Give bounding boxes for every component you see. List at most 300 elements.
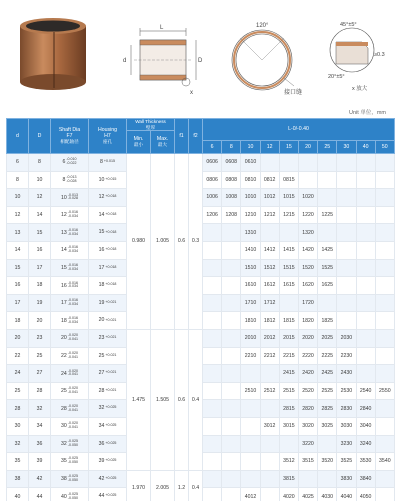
cell-D: 12	[29, 189, 51, 207]
cell-L	[337, 241, 356, 259]
cell-L	[356, 329, 375, 347]
cell-L	[222, 347, 241, 365]
cell-L	[356, 189, 375, 207]
cell-L	[241, 453, 260, 471]
header-D: D	[29, 119, 51, 154]
cell-shaft: 10 -0.013 -0.028	[51, 189, 89, 207]
cell-L: 0610	[241, 154, 260, 172]
cell-L	[203, 347, 222, 365]
cell-L	[203, 382, 222, 400]
cell-housing: 23 +0.021	[89, 329, 127, 347]
cell-L: 1612	[260, 277, 279, 295]
cell-L: 3530	[356, 453, 375, 471]
cell-min: 1.475	[127, 329, 151, 470]
header-d: d	[7, 119, 29, 154]
cell-L: 1212	[260, 206, 279, 224]
cell-D: 15	[29, 224, 51, 242]
cell-L: 4050	[356, 488, 375, 501]
cell-L: 1610	[241, 277, 260, 295]
header-L-col: 6	[203, 141, 222, 154]
cell-L: 1712	[260, 294, 279, 312]
cell-L	[222, 294, 241, 312]
cell-L: 2825	[318, 400, 337, 418]
cell-L: 2225	[318, 347, 337, 365]
cell-L	[375, 417, 394, 435]
cell-L: 1810	[241, 312, 260, 330]
cell-L	[356, 347, 375, 365]
cell-L: 1615	[279, 277, 298, 295]
cell-L: 1006	[203, 189, 222, 207]
cell-L	[222, 488, 241, 501]
cell-L	[375, 224, 394, 242]
cell-D: 36	[29, 435, 51, 453]
cell-L: 0606	[203, 154, 222, 172]
cell-L	[279, 154, 298, 172]
cell-L: 3830	[337, 470, 356, 488]
chamfer-dim-label: ≥0.3	[374, 52, 385, 58]
cell-shaft: 32 -0.025 -0.050	[51, 435, 89, 453]
cell-housing: 25 +0.021	[89, 347, 127, 365]
cell-L	[260, 400, 279, 418]
cell-L: 3020	[298, 417, 317, 435]
cell-L: 1206	[203, 206, 222, 224]
cell-shaft: 15 -0.016 -0.034	[51, 259, 89, 277]
cell-L: 3230	[337, 435, 356, 453]
cell-D: 14	[29, 206, 51, 224]
cell-L	[260, 453, 279, 471]
cell-L: 1008	[222, 189, 241, 207]
cell-L: 2030	[337, 329, 356, 347]
cell-L	[318, 294, 337, 312]
table-row	[7, 470, 395, 488]
cell-L	[318, 171, 337, 189]
cell-L	[279, 224, 298, 242]
cell-L: 3525	[337, 453, 356, 471]
cell-L	[356, 365, 375, 383]
cell-L: 3840	[356, 470, 375, 488]
cell-L	[203, 400, 222, 418]
cell-L	[375, 277, 394, 295]
cell-L	[260, 470, 279, 488]
cell-L: 1208	[222, 206, 241, 224]
cell-shaft: 30 -0.020 -0.041	[51, 417, 89, 435]
cell-L	[356, 224, 375, 242]
cell-L	[222, 435, 241, 453]
cell-L	[203, 294, 222, 312]
cell-L	[241, 365, 260, 383]
cell-L: 0812	[260, 171, 279, 189]
cell-L	[203, 277, 222, 295]
cell-L: 3015	[279, 417, 298, 435]
cell-L	[337, 259, 356, 277]
cell-housing: 14 +0.018	[89, 206, 127, 224]
cell-L	[241, 400, 260, 418]
cell-L: 4030	[318, 488, 337, 501]
cell-shaft: 25 -0.020 -0.041	[51, 382, 89, 400]
cell-d: 12	[7, 206, 29, 224]
cell-L	[356, 277, 375, 295]
cell-L: 2540	[356, 382, 375, 400]
cell-L	[318, 189, 337, 207]
cell-d: 13	[7, 224, 29, 242]
cell-housing: 36 +0.025	[89, 435, 127, 453]
cell-L	[260, 435, 279, 453]
cell-L: 1520	[298, 259, 317, 277]
cell-L: 2415	[279, 365, 298, 383]
cell-L: 1010	[241, 189, 260, 207]
label-D: D	[198, 58, 203, 64]
cell-d: 15	[7, 259, 29, 277]
cell-L: 3030	[337, 417, 356, 435]
cell-max: 1.005	[151, 154, 175, 330]
cell-shaft: 8 -0.013 -0.028	[51, 171, 89, 189]
cell-L: 1620	[298, 277, 317, 295]
cell-shaft: 17 -0.016 -0.034	[51, 294, 89, 312]
angle-label: 120°	[256, 23, 269, 29]
cell-L	[222, 241, 241, 259]
cell-L: 4020	[279, 488, 298, 501]
cell-housing: 8 +0.015	[89, 154, 127, 172]
cell-L: 2210	[241, 347, 260, 365]
cell-L	[356, 312, 375, 330]
cell-L: 1812	[260, 312, 279, 330]
header-L-col: 15	[279, 141, 298, 154]
cell-L: 1220	[298, 206, 317, 224]
cell-L: 1415	[279, 241, 298, 259]
header-L-group: L-0/-0.40	[203, 119, 395, 141]
cell-d: 6	[7, 154, 29, 172]
cell-d: 24	[7, 365, 29, 383]
cell-L	[260, 365, 279, 383]
cell-L	[222, 277, 241, 295]
cell-L	[356, 259, 375, 277]
cell-L	[260, 154, 279, 172]
cell-f1: 1.2	[175, 470, 189, 501]
cell-L: 2512	[260, 382, 279, 400]
cell-L: 3220	[298, 435, 317, 453]
header-min: Min. 最小	[127, 131, 151, 154]
cell-D: 39	[29, 453, 51, 471]
cell-L	[318, 470, 337, 488]
cell-D: 28	[29, 382, 51, 400]
cell-shaft: 35 -0.025 -0.050	[51, 453, 89, 471]
cell-shaft: 16 -0.016 -0.034	[51, 277, 89, 295]
cell-L: 0815	[279, 171, 298, 189]
cell-shaft: 22 -0.020 -0.041	[51, 347, 89, 365]
cell-L: 1515	[279, 259, 298, 277]
cell-d: 10	[7, 189, 29, 207]
cell-D: 10	[29, 171, 51, 189]
header-shaft: Shaft Dia F7 相配轴径	[51, 119, 89, 154]
label-x: x	[190, 90, 193, 96]
cell-housing: 18 +0.018	[89, 277, 127, 295]
cell-L: 1425	[318, 241, 337, 259]
cell-L	[375, 435, 394, 453]
cell-L	[356, 206, 375, 224]
chamfer-top-label: 45°±5°	[340, 22, 357, 28]
cell-L	[203, 488, 222, 501]
cell-L: 3240	[356, 435, 375, 453]
cell-shaft: 12 -0.016 -0.034	[51, 206, 89, 224]
cell-L	[375, 400, 394, 418]
cell-D: 18	[29, 277, 51, 295]
cell-L: 3540	[375, 453, 394, 471]
header-L-col: 12	[260, 141, 279, 154]
cell-L: 0608	[222, 154, 241, 172]
cell-housing: 27 +0.021	[89, 365, 127, 383]
cell-L: 1525	[318, 259, 337, 277]
cell-d: 32	[7, 435, 29, 453]
cell-L: 4012	[241, 488, 260, 501]
cell-L	[356, 294, 375, 312]
cell-D: 44	[29, 488, 51, 501]
cell-L: 1710	[241, 294, 260, 312]
header-L-col: 50	[375, 141, 394, 154]
cell-housing: 44 +0.025	[89, 488, 127, 501]
cell-L: 1412	[260, 241, 279, 259]
cell-housing: 15 +0.018	[89, 224, 127, 242]
cell-L	[375, 259, 394, 277]
cell-shaft: 40 -0.025 -0.050	[51, 488, 89, 501]
cell-L	[241, 435, 260, 453]
zoom-label: x 放大	[352, 86, 368, 92]
cell-max: 2.005	[151, 470, 175, 501]
cell-L: 2525	[318, 382, 337, 400]
cell-L: 3515	[298, 453, 317, 471]
header-f2: f2	[189, 119, 203, 154]
header-max: Max. 最大	[151, 131, 175, 154]
cell-shaft: 13 -0.016 -0.034	[51, 224, 89, 242]
cell-d: 30	[7, 417, 29, 435]
cell-L	[222, 470, 241, 488]
cell-L: 1825	[318, 312, 337, 330]
cell-L: 4025	[298, 488, 317, 501]
cell-L	[222, 224, 241, 242]
cell-L	[203, 259, 222, 277]
cell-L	[203, 417, 222, 435]
cell-L	[203, 312, 222, 330]
cell-L: 2820	[298, 400, 317, 418]
cell-L	[298, 154, 317, 172]
cell-L: 2815	[279, 400, 298, 418]
cell-L	[241, 470, 260, 488]
cell-L	[375, 171, 394, 189]
cell-L	[356, 241, 375, 259]
cell-L: 1210	[241, 206, 260, 224]
cell-L	[203, 241, 222, 259]
cell-L: 2025	[318, 329, 337, 347]
cell-min: 0.980	[127, 154, 151, 330]
cell-L	[337, 154, 356, 172]
cell-L: 3815	[279, 470, 298, 488]
cell-L: 1215	[279, 206, 298, 224]
cell-L: 2830	[337, 400, 356, 418]
cell-L: 2220	[298, 347, 317, 365]
cell-L: 3512	[279, 453, 298, 471]
cell-D: 42	[29, 470, 51, 488]
cell-L	[375, 347, 394, 365]
cell-L	[222, 382, 241, 400]
cell-L: 1410	[241, 241, 260, 259]
cell-shaft: 38 -0.025 -0.050	[51, 470, 89, 488]
cell-L	[222, 312, 241, 330]
cell-L	[222, 329, 241, 347]
cell-L: 1720	[298, 294, 317, 312]
chamfer-detail	[318, 18, 394, 94]
cell-L	[375, 470, 394, 488]
cell-L	[260, 488, 279, 501]
cell-L	[203, 470, 222, 488]
unit-label: Unit 单位，mm	[349, 110, 386, 116]
cell-D: 34	[29, 417, 51, 435]
cell-L: 2015	[279, 329, 298, 347]
cell-L: 1225	[318, 206, 337, 224]
cell-d: 18	[7, 312, 29, 330]
cell-d: 22	[7, 347, 29, 365]
cell-L	[375, 312, 394, 330]
cell-D: 25	[29, 347, 51, 365]
cell-L	[203, 365, 222, 383]
cell-L: 2020	[298, 329, 317, 347]
cell-L	[337, 206, 356, 224]
cell-L: 0806	[203, 171, 222, 189]
cell-L	[375, 294, 394, 312]
cell-L	[203, 224, 222, 242]
cell-housing: 39 +0.025	[89, 453, 127, 471]
cell-d: 8	[7, 171, 29, 189]
cell-L	[356, 171, 375, 189]
label-d: d	[123, 58, 127, 64]
cell-L: 1510	[241, 259, 260, 277]
cell-L	[375, 488, 394, 501]
cell-d: 17	[7, 294, 29, 312]
cell-D: 20	[29, 312, 51, 330]
cell-D: 19	[29, 294, 51, 312]
cell-L	[203, 453, 222, 471]
cell-housing: 10 +0.015	[89, 171, 127, 189]
cell-L	[222, 400, 241, 418]
cell-L	[260, 224, 279, 242]
section-drawing	[118, 20, 208, 98]
cell-L	[279, 435, 298, 453]
cell-L	[241, 417, 260, 435]
header-wall: Wall Thickness 壁厚	[127, 119, 175, 131]
cell-D: 27	[29, 365, 51, 383]
cell-L: 3025	[318, 417, 337, 435]
cell-housing: 42 +0.025	[89, 470, 127, 488]
cell-housing: 16 +0.018	[89, 241, 127, 259]
cell-L	[298, 171, 317, 189]
cell-housing: 34 +0.025	[89, 417, 127, 435]
cell-housing: 19 +0.021	[89, 294, 127, 312]
cell-L: 4040	[337, 488, 356, 501]
cell-L	[337, 277, 356, 295]
cell-L: 2550	[375, 382, 394, 400]
header-L-col: 40	[356, 141, 375, 154]
cell-L: 1310	[241, 224, 260, 242]
cell-L: 2425	[318, 365, 337, 383]
cell-L: 2515	[279, 382, 298, 400]
cell-L: 3012	[260, 417, 279, 435]
cell-housing: 17 +0.018	[89, 259, 127, 277]
cell-D: 8	[29, 154, 51, 172]
ring-view	[222, 16, 312, 96]
cell-L: 1512	[260, 259, 279, 277]
cell-L	[298, 470, 317, 488]
header-housing: Housing H7 座孔	[89, 119, 127, 154]
cell-D: 23	[29, 329, 51, 347]
cell-L: 1420	[298, 241, 317, 259]
cell-f1: 0.6	[175, 154, 189, 330]
cell-d: 20	[7, 329, 29, 347]
cell-L: 2510	[241, 382, 260, 400]
cell-L: 1015	[279, 189, 298, 207]
cell-L: 0808	[222, 171, 241, 189]
cell-L	[375, 189, 394, 207]
cell-L: 1815	[279, 312, 298, 330]
cell-L	[375, 329, 394, 347]
cell-d: 28	[7, 400, 29, 418]
cell-L: 2420	[298, 365, 317, 383]
cell-shaft: 28 -0.020 -0.041	[51, 400, 89, 418]
cell-shaft: 14 -0.016 -0.034	[51, 241, 89, 259]
cell-L	[337, 224, 356, 242]
cell-L	[356, 154, 375, 172]
cell-L	[375, 154, 394, 172]
cell-L: 3040	[356, 417, 375, 435]
cell-housing: 12 +0.018	[89, 189, 127, 207]
cell-D: 32	[29, 400, 51, 418]
cell-d: 25	[7, 382, 29, 400]
cell-d: 16	[7, 277, 29, 295]
cell-housing: 28 +0.021	[89, 382, 127, 400]
cell-shaft: 20 -0.020 -0.041	[51, 329, 89, 347]
cell-L: 2010	[241, 329, 260, 347]
cell-L	[222, 417, 241, 435]
cell-L: 2520	[298, 382, 317, 400]
table-row	[7, 329, 395, 347]
cell-L: 2215	[279, 347, 298, 365]
cell-L: 1625	[318, 277, 337, 295]
cell-L	[337, 189, 356, 207]
chamfer-bottom-label: 20°±5°	[328, 74, 345, 80]
cell-f2: 0.4	[189, 470, 203, 501]
drawing-area	[0, 0, 400, 102]
cell-d: 35	[7, 453, 29, 471]
gap-label: 接口缝	[284, 90, 303, 96]
header-L-col: 20	[298, 141, 317, 154]
cell-L	[375, 206, 394, 224]
cell-L	[337, 312, 356, 330]
header-L-col: 25	[318, 141, 337, 154]
cell-L	[337, 171, 356, 189]
header-L-col: 8	[222, 141, 241, 154]
cell-min: 1.970	[127, 470, 151, 501]
cell-L	[222, 259, 241, 277]
cell-L	[279, 294, 298, 312]
cell-D: 17	[29, 259, 51, 277]
cell-shaft: 18 -0.016 -0.034	[51, 312, 89, 330]
cell-L: 2012	[260, 329, 279, 347]
cell-d: 14	[7, 241, 29, 259]
cell-f2: 0.3	[189, 154, 203, 330]
cell-L	[318, 224, 337, 242]
cell-L: 2230	[337, 347, 356, 365]
cell-L: 2530	[337, 382, 356, 400]
header-L-col: 10	[241, 141, 260, 154]
header-L-col: 30	[337, 141, 356, 154]
cell-L: 2840	[356, 400, 375, 418]
